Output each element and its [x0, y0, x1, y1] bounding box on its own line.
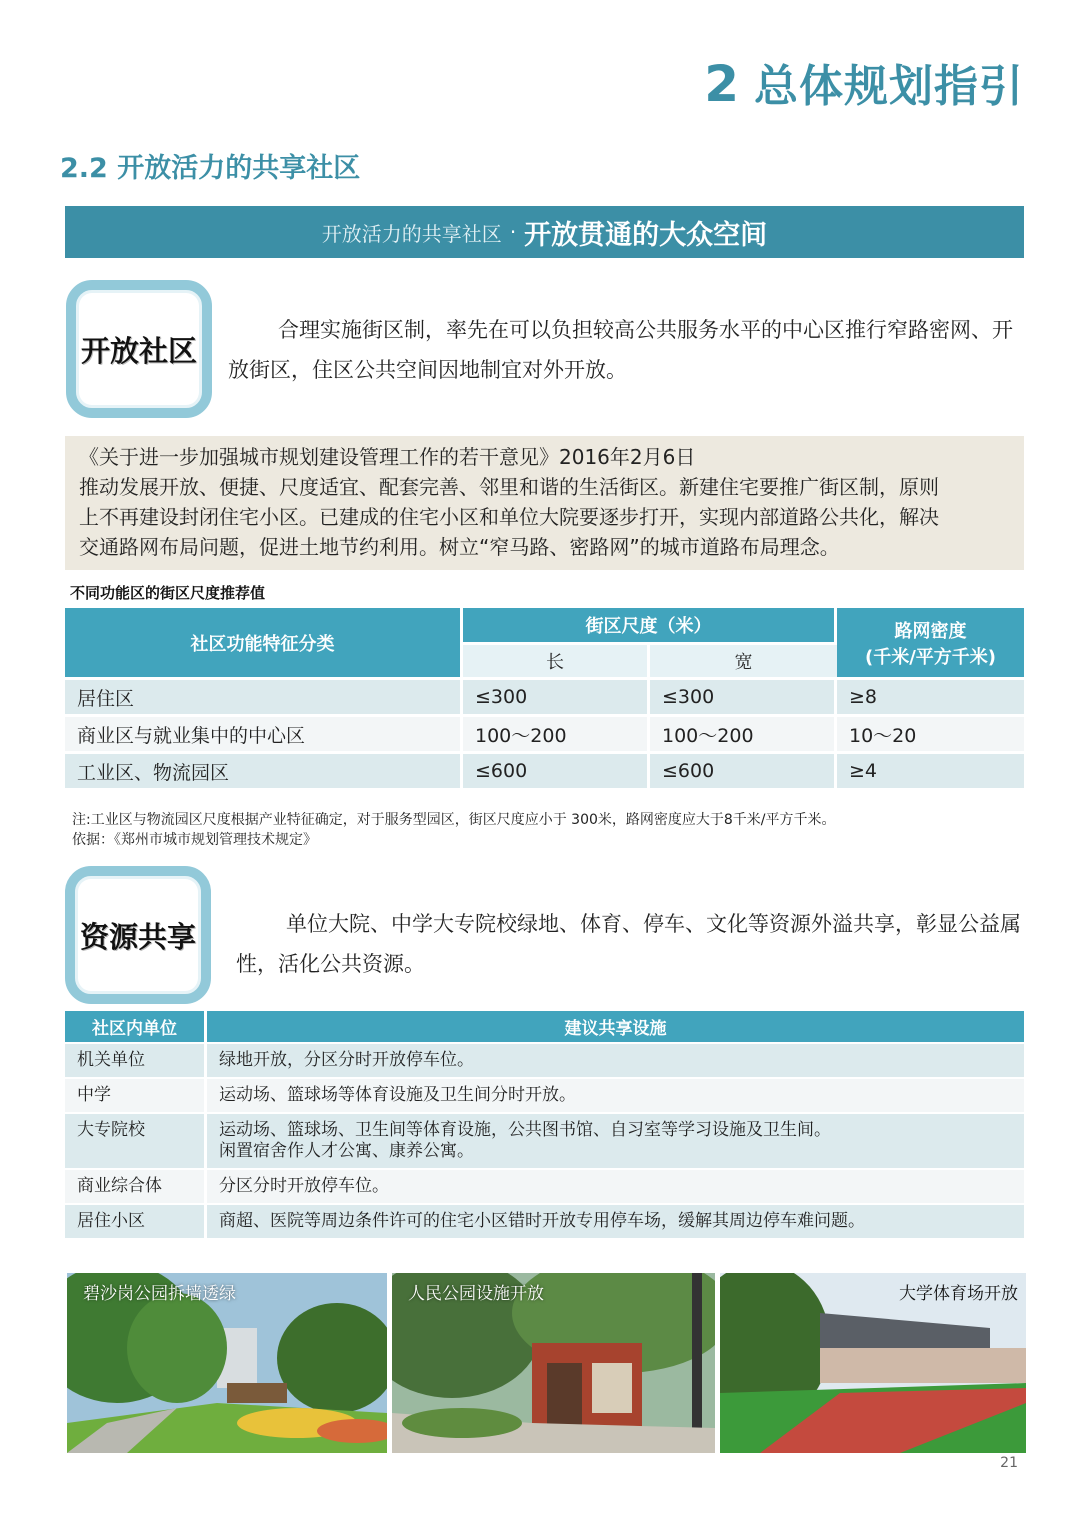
table-row [65, 1114, 1024, 1170]
basis-text: 依据：《郑州市城市规划管理技术规定》 [72, 832, 317, 848]
quote-line: 《关于进一步加强城市规划建设管理工作的若干意见》2016年2月6日 [79, 445, 696, 469]
cell-unit: 商业综合体 [65, 1170, 207, 1205]
cell-facility [207, 1170, 1024, 1205]
header-road-density [837, 608, 1024, 680]
photo-caption: 人民公园设施开放 [408, 1284, 544, 1304]
cell-facility [207, 1114, 1024, 1170]
cell-width: 100～200 [650, 717, 837, 754]
chapter-heading [704, 50, 1024, 114]
header-width: 宽 [650, 645, 837, 680]
facility-line: 分区分时开放停车位。 [219, 1176, 389, 1196]
facility-line: 绿地开放，分区分时开放停车位。 [219, 1050, 474, 1070]
header-density-line2: (千米/平方千米) [864, 646, 997, 668]
note-text: 注:工业区与物流园区尺度根据产业特征确定，对于服务型园区，街区尺度应小于 300米，路网密度应大于8千米/平方千米。 [72, 812, 836, 828]
cell-facility [207, 1205, 1024, 1240]
cell-facility [207, 1079, 1024, 1114]
banner-subtitle: 开放活力的共享社区 [321, 221, 502, 246]
header-block-scale: 街区尺度（米） [463, 608, 837, 645]
header-facility: 建议共享设施 [207, 1011, 1024, 1044]
resource-sharing-text: 单位大院、中学大专院校绿地、体育、停车、文化等资源外溢共享，彰显公益属性，活化公共资源。 [236, 912, 1021, 976]
cell-length: 100～200 [463, 717, 650, 754]
photo-park-wall-removal [67, 1273, 387, 1453]
cell-unit: 大专院校 [65, 1114, 207, 1170]
policy-quote-box [65, 436, 1024, 570]
resource-sharing-badge-label: 资源共享 [79, 919, 196, 954]
cell-category: 居住区 [65, 680, 463, 717]
cell-unit: 中学 [65, 1079, 207, 1114]
banner-title: 开放贯通的大众空间 [524, 219, 768, 251]
cell-unit: 机关单位 [65, 1044, 207, 1079]
facility-line: 运动场、篮球场等体育设施及卫生间分时开放。 [219, 1085, 576, 1105]
header-length: 长 [463, 645, 650, 680]
table-row [65, 1079, 1024, 1114]
facility-line: 运动场、篮球场、卫生间等体育设施，公共图书馆、自习室等学习设施及卫生间。 [219, 1120, 831, 1140]
photo-caption: 碧沙岗公园拆墙透绿 [83, 1284, 236, 1304]
chapter-title: 总体规划指引 [754, 61, 1024, 112]
cell-category: 商业区与就业集中的中心区 [65, 717, 463, 754]
table-row [65, 717, 1024, 754]
block-table-caption: 不同功能区的街区尺度推荐值 [70, 584, 266, 602]
section-banner [65, 206, 1024, 258]
table-row [65, 1044, 1024, 1079]
table-row [65, 1170, 1024, 1205]
cell-length: ≤600 [463, 754, 650, 791]
table-row [65, 680, 1024, 717]
open-community-badge [66, 280, 212, 418]
section-title: 2.2 开放活力的共享社区 [60, 153, 361, 184]
photo-university-stadium [720, 1273, 1026, 1453]
cell-width: ≤600 [650, 754, 837, 791]
chapter-number: 2 [704, 55, 740, 113]
cell-category: 工业区、物流园区 [65, 754, 463, 791]
open-community-text: 合理实施街区制，率先在可以负担较高公共服务水平的中心区推行窄路密网、开放街区，住区公共空间因地制宜对外开放。 [228, 318, 1013, 382]
page-number: 21 [1000, 1455, 1018, 1471]
quote-line: 上不再建设封闭住宅小区。已建成的住宅小区和单位大院要逐步打开，实现内部道路公共化，解决 [79, 505, 939, 529]
cell-density: ≥4 [837, 754, 1024, 791]
table-row [65, 754, 1024, 791]
facility-line: 闲置宿舍作人才公寓、康养公寓。 [219, 1141, 474, 1161]
header-unit: 社区内单位 [65, 1011, 207, 1044]
facility-line: 商超、医院等周边条件许可的住宅小区错时开放专用停车场，缓解其周边停车难问题。 [219, 1211, 865, 1231]
banner-separator: · [509, 220, 517, 244]
photo-caption: 大学体育场开放 [899, 1284, 1018, 1304]
cell-length: ≤300 [463, 680, 650, 717]
header-category: 社区功能特征分类 [65, 608, 463, 680]
table-notes [72, 810, 836, 850]
shared-facilities-table [65, 1011, 1024, 1240]
quote-line: 推动发展开放、便捷、尺度适宜、配套完善、邻里和谐的生活街区。新建住宅要推广街区制，原则 [79, 475, 939, 499]
open-community-badge-label: 开放社区 [80, 333, 197, 368]
cell-unit: 居住小区 [65, 1205, 207, 1240]
block-scale-table [65, 608, 1024, 791]
header-density-line1: 路网密度 [894, 620, 967, 642]
cell-density: ≥8 [837, 680, 1024, 717]
quote-line: 交通路网布局问题，促进土地节约利用。树立“窄马路、密路网”的城市道路布局理念。 [79, 535, 840, 559]
cell-width: ≤300 [650, 680, 837, 717]
resource-sharing-badge [65, 866, 211, 1004]
table-row [65, 1205, 1024, 1240]
cell-facility [207, 1044, 1024, 1079]
cell-density: 10～20 [837, 717, 1024, 754]
photo-peoples-park [392, 1273, 715, 1453]
